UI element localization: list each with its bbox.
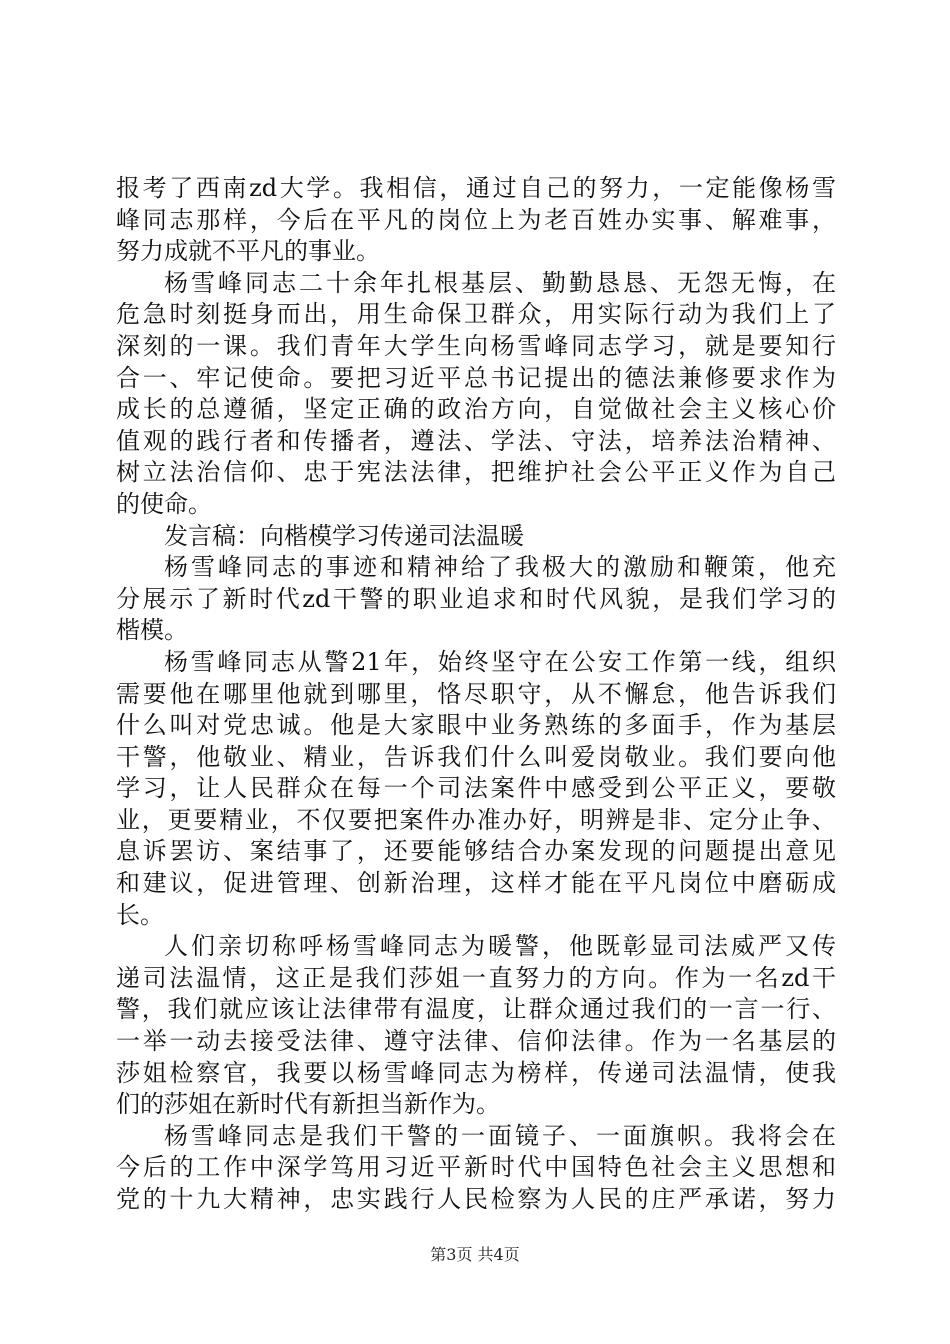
text-line: 峰同志那样，今后在平凡的岗位上为老百姓办实事、解难事， [116,205,836,234]
text-line: 合一、牢记使命。要把习近平总书记提出的德法兼修要求作为 [116,363,836,392]
text-line: 发言稿：向楷模学习传递司法温暖 [164,521,524,550]
text-line: 们的莎姐在新时代有新担当新作为。 [116,1090,500,1119]
text-line: 息诉罢访、案结事了，还要能够结合办案发现的问题提出意见 [116,837,836,866]
page-number: 第3页 共4页 [430,1245,520,1264]
text-line: 分展示了新时代zd干警的职业追求和时代风貌，是我们学习的 [116,584,836,613]
document-body [116,173,836,1216]
text-line: 什么叫对党忠诚。他是大家眼中业务熟练的多面手，作为基层 [116,711,836,740]
text-line: 警，我们就应该让法律带有温度，让群众通过我们的一言一行、 [116,995,836,1024]
text-line: 努力成就不平凡的事业。 [116,237,380,266]
text-line: 的使命。 [116,489,212,518]
text-line: 报考了西南zd大学。我相信，通过自己的努力，一定能像杨雪 [116,174,836,202]
text-line: 树立法治信仰、忠于宪法法律，把维护社会公平正义作为自己 [116,458,836,487]
text-line: 长。 [116,900,164,929]
text-line: 成长的总遵循，坚定正确的政治方向，自觉做社会主义核心价 [116,395,836,424]
text-line: 人们亲切称呼杨雪峰同志为暖警，他既彰显司法威严又传 [164,932,836,961]
text-line: 值观的践行者和传播者，遵法、学法、守法，培养法治精神、 [116,426,836,455]
text-line: 杨雪峰同志从警21年，始终坚守在公安工作第一线，组织 [164,647,836,676]
text-line: 危急时刻挺身而出，用生命保卫群众，用实际行动为我们上了 [116,300,836,329]
text-line: 递司法温情，这正是我们莎姐一直努力的方向。作为一名zd干 [116,963,836,992]
text-line: 一举一动去接受法律、遵守法律、信仰法律。作为一名基层的 [116,1027,836,1056]
text-line: 干警，他敬业、精业，告诉我们什么叫爱岗敬业。我们要向他 [116,742,836,771]
text-line: 杨雪峰同志的事迹和精神给了我极大的激励和鞭策，他充 [164,553,836,582]
text-line: 和建议，促进管理、创新治理，这样才能在平凡岗位中磨砺成 [116,869,836,898]
text-line: 党的十九大精神，忠实践行人民检察为人民的庄严承诺，努力 [116,1185,836,1213]
text-line: 莎姐检察官，我要以杨雪峰同志为榜样，传递司法温情，使我 [116,1058,836,1087]
text-line: 学习，让人民群众在每一个司法案件中感受到公平正义，要敬 [116,774,836,803]
text-line: 今后的工作中深学笃用习近平新时代中国特色社会主义思想和 [116,1153,836,1182]
text-line: 业，更要精业，不仅要把案件办准办好，明辨是非、定分止争、 [116,805,836,834]
text-line: 杨雪峰同志是我们干警的一面镜子、一面旗帜。我将会在 [164,1121,836,1150]
text-line: 深刻的一课。我们青年大学生向杨雪峰同志学习，就是要知行 [116,331,836,360]
text-line: 杨雪峰同志二十余年扎根基层、勤勤恳恳、无怨无悔，在 [164,268,836,297]
text-line: 楷模。 [116,616,188,645]
page-footer [0,1245,950,1265]
text-line: 需要他在哪里他就到哪里，恪尽职守，从不懈怠，他告诉我们 [116,679,836,708]
